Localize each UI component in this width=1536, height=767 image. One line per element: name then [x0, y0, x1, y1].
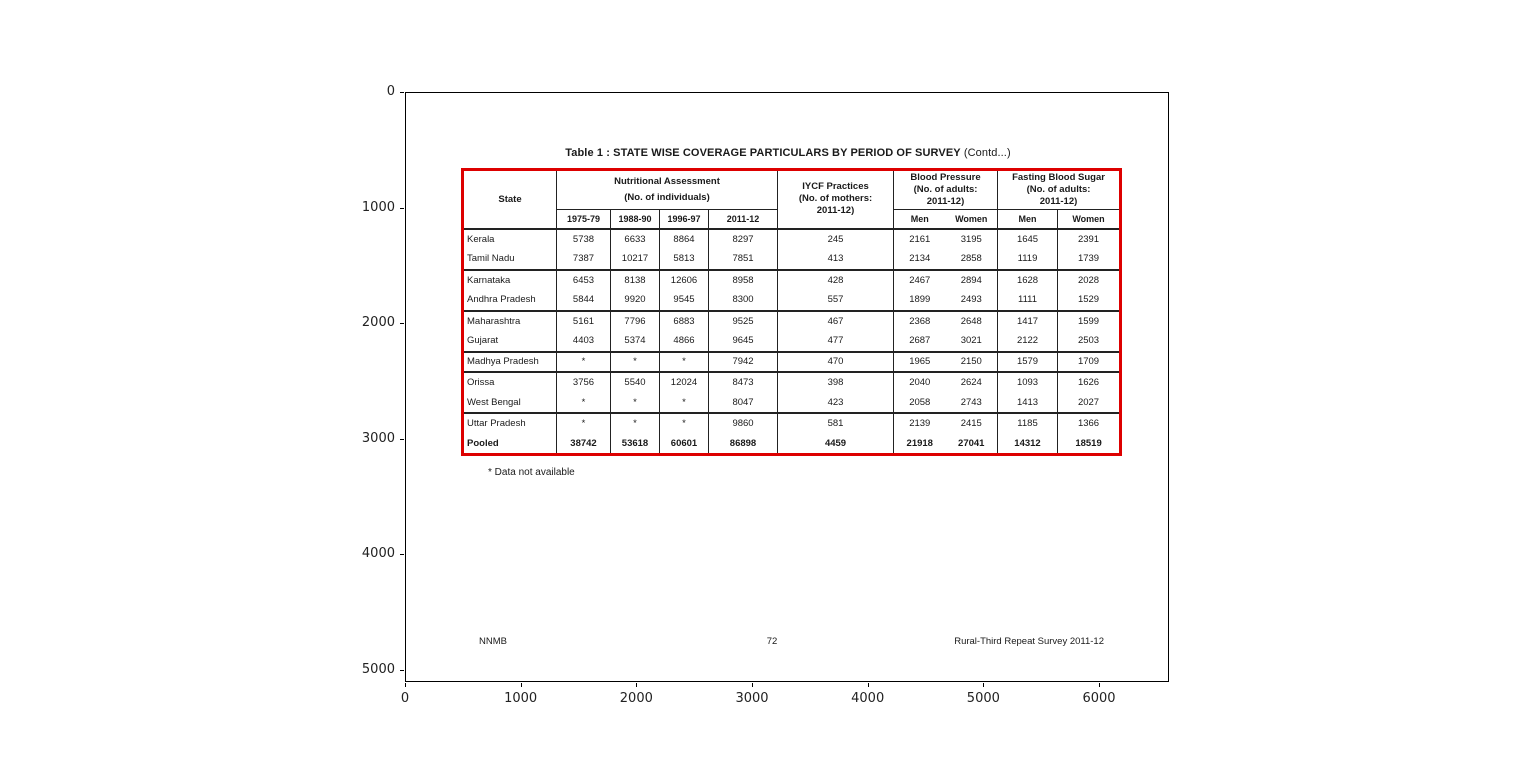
header-blood-pressure: [894, 170, 998, 210]
value-cell: 5540: [611, 372, 660, 393]
value-cell: 8300: [709, 290, 778, 311]
value-cell: 12024: [660, 372, 709, 393]
value-cell: 2624: [960, 377, 982, 389]
y-tick-mark: [400, 208, 404, 209]
value-cell: 1413: [998, 393, 1058, 414]
value-cell: 2368: [894, 311, 946, 332]
value-cell: 1119: [998, 249, 1058, 270]
x-tick-mark: [405, 683, 406, 687]
x-tick-label: 0: [400, 691, 410, 706]
state-cell: Uttar Pradesh: [467, 418, 526, 430]
header-bp-line1: Blood Pressure: [910, 172, 981, 183]
value-cell: 1093: [998, 372, 1058, 393]
x-tick-label: 1000: [504, 691, 538, 706]
value-cell: 5813: [660, 249, 709, 270]
header-fbs-men: Men: [998, 210, 1058, 229]
value-cell: 6453: [557, 270, 611, 291]
state-cell: Gujarat: [467, 335, 499, 347]
y-tick-label: 1000: [361, 199, 395, 215]
value-cell: 428: [778, 270, 894, 291]
value-cell: 8473: [709, 372, 778, 393]
value-cell: 398: [778, 372, 894, 393]
value-cell: 27041: [958, 437, 985, 449]
value-cell: 8047: [709, 393, 778, 414]
value-cell: 1529: [1058, 290, 1121, 311]
value-cell: 7796: [611, 311, 660, 332]
value-cell: 1628: [998, 270, 1058, 291]
value-cell: 2894: [960, 274, 982, 286]
value-cell: 9860: [709, 413, 778, 434]
x-tick-label: 4000: [851, 691, 885, 706]
value-cell: 7387: [557, 249, 611, 270]
value-cell: 9525: [709, 311, 778, 332]
state-cell: Orissa: [467, 377, 495, 389]
state-cell: Tamil Nadu: [467, 253, 515, 265]
value-cell: 9645: [709, 331, 778, 352]
value-cell: 9920: [611, 290, 660, 311]
value-cell: *: [557, 393, 611, 414]
plot-area: [405, 92, 1169, 682]
table-row: [463, 372, 1121, 393]
value-cell: 6883: [660, 311, 709, 332]
value-cell: 1626: [1058, 372, 1121, 393]
value-cell: 8958: [709, 270, 778, 291]
footer-survey-label: Rural-Third Repeat Survey 2011-12: [954, 636, 1104, 647]
state-cell: Madhya Pradesh: [467, 356, 539, 368]
header-iycf-line3: 2011-12): [816, 205, 855, 217]
y-tick-mark: [400, 323, 404, 324]
header-fbs-women: Women: [1058, 210, 1121, 229]
header-nutritional-line2: (No. of individuals): [624, 192, 710, 203]
header-fbs-line1: Fasting Blood Sugar: [1012, 172, 1105, 183]
x-tick-mark: [868, 683, 869, 687]
header-fbs-line2: (No. of adults:: [1026, 184, 1091, 195]
value-cell: 8864: [660, 229, 709, 250]
value-cell: 21918: [894, 434, 946, 455]
value-cell: 245: [778, 229, 894, 250]
state-cell: Andhra Pradesh: [467, 294, 536, 306]
header-period-2011-12: 2011-12: [709, 210, 778, 229]
state-cell: West Bengal: [467, 396, 521, 408]
value-cell: 5161: [557, 311, 611, 332]
footer-org: NNMB: [479, 636, 507, 647]
header-iycf-line1: IYCF Practices: [802, 181, 869, 193]
value-cell: 53618: [611, 434, 660, 455]
value-cell: 4459: [778, 434, 894, 455]
value-cell: 86898: [709, 434, 778, 455]
value-cell: 1111: [998, 290, 1058, 311]
value-cell: 2648: [960, 315, 982, 327]
value-cell: 423: [778, 393, 894, 414]
table-row: [463, 311, 1121, 332]
footnote: * Data not available: [488, 467, 575, 478]
header-iycf-practices: [778, 170, 894, 229]
header-nutritional-line1: Nutritional Assessment: [614, 176, 720, 187]
value-cell: 5844: [557, 290, 611, 311]
table-row: [463, 249, 1121, 270]
value-cell: 2858: [960, 253, 982, 265]
y-tick-label: 4000: [361, 546, 395, 561]
x-tick-label: 6000: [1082, 691, 1116, 706]
value-cell: 581: [778, 413, 894, 434]
y-tick-mark: [400, 92, 404, 93]
table-row: [463, 413, 1121, 434]
value-cell: 1965: [894, 352, 946, 373]
value-cell: 2415: [960, 418, 982, 430]
x-tick-mark: [983, 683, 984, 687]
value-cell: 2134: [894, 249, 946, 270]
document-title-main: Table 1 : STATE WISE COVERAGE PARTICULARS BY PERIOD OF SURVEY: [565, 147, 961, 159]
x-tick-label: 3000: [735, 691, 769, 706]
value-cell: *: [660, 352, 709, 373]
coverage-table: [461, 168, 1122, 456]
x-tick-mark: [752, 683, 753, 687]
value-cell: 1366: [1058, 413, 1121, 434]
header-period-1975-79: 1975-79: [557, 210, 611, 229]
table-row: [463, 290, 1121, 311]
value-cell: 10217: [611, 249, 660, 270]
table-row: [463, 331, 1121, 352]
y-tick-label: 2000: [361, 315, 395, 330]
value-cell: 1599: [1058, 311, 1121, 332]
value-cell: 1899: [894, 290, 946, 311]
table-row: [463, 434, 1121, 455]
x-tick-label: 2000: [619, 691, 653, 706]
value-cell: 1417: [998, 311, 1058, 332]
y-tick-label: 0: [386, 84, 395, 99]
value-cell: 4866: [660, 331, 709, 352]
value-cell: 1739: [1058, 249, 1121, 270]
value-cell: 60601: [660, 434, 709, 455]
y-tick-mark: [400, 439, 404, 440]
header-iycf-line2: (No. of mothers:: [798, 193, 873, 205]
value-cell: 413: [778, 249, 894, 270]
value-cell: 12606: [660, 270, 709, 291]
value-cell: 470: [778, 352, 894, 373]
value-cell: *: [660, 393, 709, 414]
x-tick-mark: [636, 683, 637, 687]
value-cell: 2687: [894, 331, 946, 352]
y-tick-mark: [400, 670, 404, 671]
value-cell: 14312: [998, 434, 1058, 455]
value-cell: *: [660, 413, 709, 434]
header-nutritional-assessment: [557, 170, 778, 210]
state-cell: Maharashtra: [467, 315, 521, 327]
header-state: State: [498, 193, 522, 205]
value-cell: 3195: [960, 233, 982, 245]
value-cell: 2058: [894, 393, 946, 414]
value-cell: 2040: [894, 372, 946, 393]
value-cell: 7942: [709, 352, 778, 373]
value-cell: *: [611, 413, 660, 434]
header-fasting-blood-sugar: [998, 170, 1121, 210]
value-cell: 3756: [557, 372, 611, 393]
value-cell: *: [611, 352, 660, 373]
value-cell: 2150: [960, 356, 982, 368]
x-tick-mark: [521, 683, 522, 687]
value-cell: 2028: [1058, 270, 1121, 291]
value-cell: 2027: [1058, 393, 1121, 414]
state-cell: Kerala: [467, 233, 495, 245]
y-tick-mark: [400, 554, 404, 555]
state-cell: Pooled: [467, 437, 499, 449]
x-tick-label: 5000: [966, 691, 1000, 706]
value-cell: 5738: [557, 229, 611, 250]
value-cell: 1579: [998, 352, 1058, 373]
value-cell: 7851: [709, 249, 778, 270]
value-cell: 2391: [1058, 229, 1121, 250]
value-cell: 1185: [998, 413, 1058, 434]
document-title: [406, 147, 1170, 159]
value-cell: 3021: [960, 335, 982, 347]
value-cell: 1645: [998, 229, 1058, 250]
value-cell: 2467: [894, 270, 946, 291]
value-cell: *: [557, 413, 611, 434]
value-cell: 1709: [1058, 352, 1121, 373]
header-bp-women: Women: [955, 213, 988, 224]
header-bp-line3: 2011-12): [926, 196, 965, 207]
table-row: [463, 270, 1121, 291]
value-cell: 4403: [557, 331, 611, 352]
table-row: [463, 352, 1121, 373]
value-cell: 9545: [660, 290, 709, 311]
value-cell: 2493: [960, 294, 982, 306]
value-cell: 2503: [1058, 331, 1121, 352]
value-cell: 557: [778, 290, 894, 311]
value-cell: 2161: [894, 229, 946, 250]
value-cell: *: [611, 393, 660, 414]
value-cell: 477: [778, 331, 894, 352]
document-title-suffix: (Contd...): [960, 147, 1011, 159]
y-tick-label: 3000: [361, 430, 395, 446]
value-cell: 8138: [611, 270, 660, 291]
header-bp-men: Men: [894, 210, 946, 229]
x-tick-mark: [1099, 683, 1100, 687]
state-cell: Karnataka: [467, 274, 511, 286]
value-cell: 18519: [1058, 434, 1121, 455]
table-row: [463, 393, 1121, 414]
value-cell: 2122: [998, 331, 1058, 352]
value-cell: 2743: [960, 396, 982, 408]
value-cell: 6633: [611, 229, 660, 250]
value-cell: *: [557, 352, 611, 373]
value-cell: 467: [778, 311, 894, 332]
value-cell: 2139: [894, 413, 946, 434]
table-row: [463, 229, 1121, 250]
value-cell: 8297: [709, 229, 778, 250]
table-body: [463, 229, 1121, 455]
page-number: 72: [766, 636, 778, 647]
header-period-1996-97: 1996-97: [660, 210, 709, 229]
value-cell: 38742: [557, 434, 611, 455]
header-fbs-line3: 2011-12): [1039, 196, 1078, 207]
y-tick-label: 5000: [361, 661, 395, 677]
header-period-1988-90: 1988-90: [611, 210, 660, 229]
value-cell: 5374: [611, 331, 660, 352]
header-bp-line2: (No. of adults:: [913, 184, 978, 195]
